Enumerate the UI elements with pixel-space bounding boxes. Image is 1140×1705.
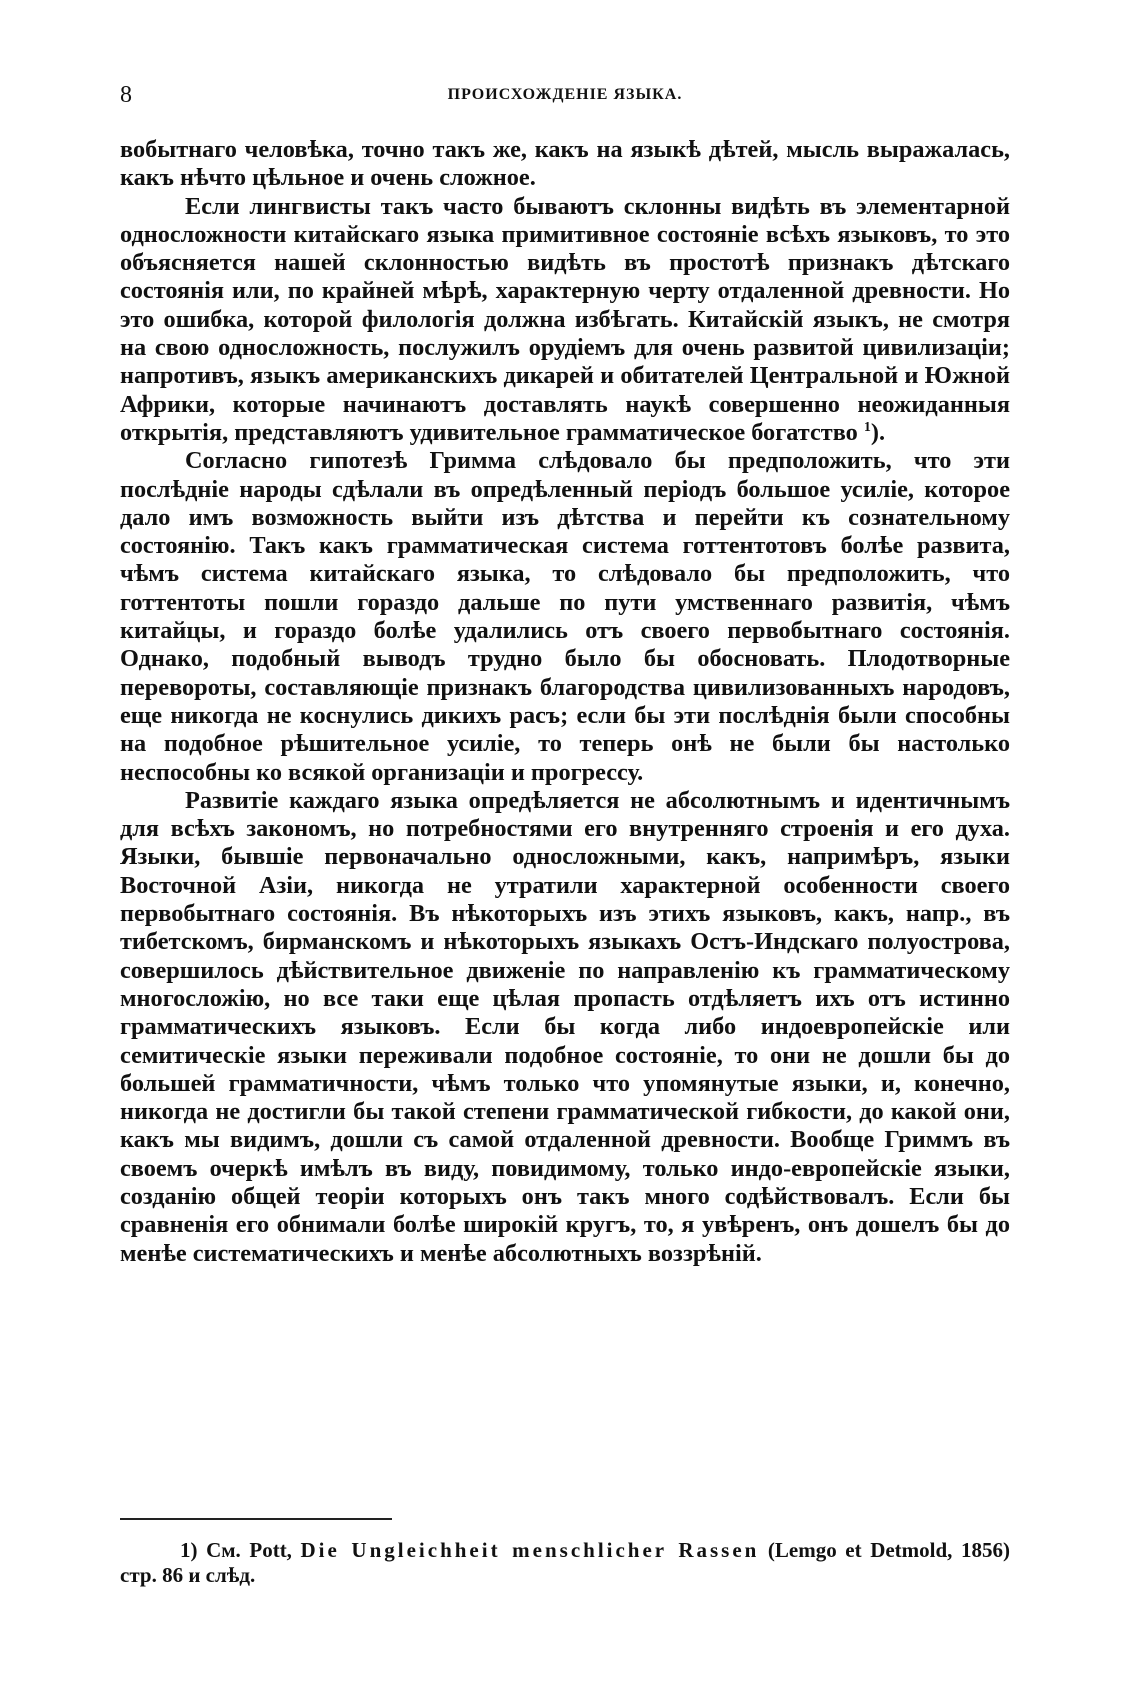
paragraph <box>120 193 1010 448</box>
main-text <box>120 136 1010 1268</box>
footnote-divider <box>120 1518 392 1520</box>
footnote <box>120 1538 1010 1588</box>
footnote-cited-title: Die Ungleichheit menschlicher Rassen <box>300 1538 760 1562</box>
paragraph-continued: вобытнаго человѣка, точно такъ же, какъ на языкѣ дѣтей, мысль выражалась, какъ нѣчто цѣльное и очень сложное. <box>120 136 1010 192</box>
running-title: ПРОИСХОЖДЕНІЕ ЯЗЫКА. <box>447 86 683 103</box>
footnote-lead: См. Pott, <box>206 1538 292 1562</box>
page-header <box>120 82 1010 114</box>
paragraph-text: Если лингвисты такъ часто бываютъ склонны видѣть въ элементарной односложности китайскаго языка примитивное состояніе всѣхъ языковъ, то это объясняется нашей склонностью видѣть въ простотѣ признакъ дѣтскаго состоянія или, по крайней мѣрѣ, характерную черту отдаленной древности. Но это ошибка, которой филологія должна избѣгать. Китайскій языкъ, не смотря на свою односложность, послужилъ орудіемъ для очень развитой цивилизаціи; напротивъ, языкъ американскихъ дикарей и обитателей Центральной и Южной Африки, которые начинаютъ доставлять наукѣ совершенно неожиданныя открытія, представляютъ удивительное грамматическое богатство <box>120 192 1010 446</box>
paragraph: Развитіе каждаго языка опредѣляется не абсолютнымъ и идентичнымъ для всѣхъ закономъ, но потребностями его внутренняго строенія и его духа. Языки, бывшіе первоначально односложными, какъ, напримѣръ, языки Восточной Азіи, никогда не утратили характерной особенности своего первобытнаго состоянія. Въ нѣкоторыхъ изъ этихъ языковъ, какъ, напр., въ тибетскомъ, бирманскомъ и нѣкоторыхъ языкахъ Остъ-Индскаго полуострова, совершилось дѣйствительное движеніе по направленію къ грамматическому многосложію, но все таки еще цѣлая пропасть отдѣляетъ ихъ отъ истинно грамматическихъ языковъ. Если бы когда либо индоевропейскіе или семитическіе языки переживали подобное состояніе, то они не дошли бы до большей грамматичности, чѣмъ только что упомянутые языки, и, конечно, никогда не достигли бы такой степени грамматической гибкости, до какой они, какъ мы видимъ, дошли съ самой отдаленной древности. Вообще Гриммъ въ своемъ очеркѣ имѣлъ въ виду, повидимому, только индо-европейскіе языки, созданію общей теоріи которыхъ онъ такъ много содѣйствовалъ. Если бы сравненія его обнимали болѣе широкій кругъ, то, я увѣренъ, онъ дошелъ бы до менѣе систематическихъ и менѣе абсолютныхъ воззрѣній. <box>120 786 1010 1267</box>
footnote-reference: 1 <box>863 419 871 435</box>
footnote-reference-suffix: ). <box>870 418 886 446</box>
paragraph: Согласно гипотезѣ Гримма слѣдовало бы предположить, что эти послѣдніе народы сдѣлали въ опредѣленный періодъ большое усиліе, которое дало имъ возможность выйти изъ дѣтства и перейти къ сознательному состоянію. Такъ какъ грамматическая система готтентотовъ болѣе развита, чѣмъ система китайскаго языка, то слѣдовало бы предположить, что готтентоты пошли гораздо дальше по пути умственнаго развитія, чѣмъ китайцы, и гораздо болѣе удалились отъ своего первобытнаго состоянія. Однако, подобный выводъ трудно было бы обосновать. Плодотворные перевороты, составляющіе признакъ благородства цивилизованныхъ народовъ, еще никогда не коснулись дикихъ расъ; если бы эти послѣднія были способны на подобное рѣшительное усиліе, то теперь онѣ не были бы настолько неспособны ко всякой организаціи и прогрессу. <box>120 447 1010 786</box>
footnote-tail: (Lemgo et Detmold, 1856) стр. 86 и слѣд. <box>120 1538 1011 1587</box>
page-number: 8 <box>120 82 132 108</box>
footnote-mark: 1) <box>180 1538 198 1562</box>
